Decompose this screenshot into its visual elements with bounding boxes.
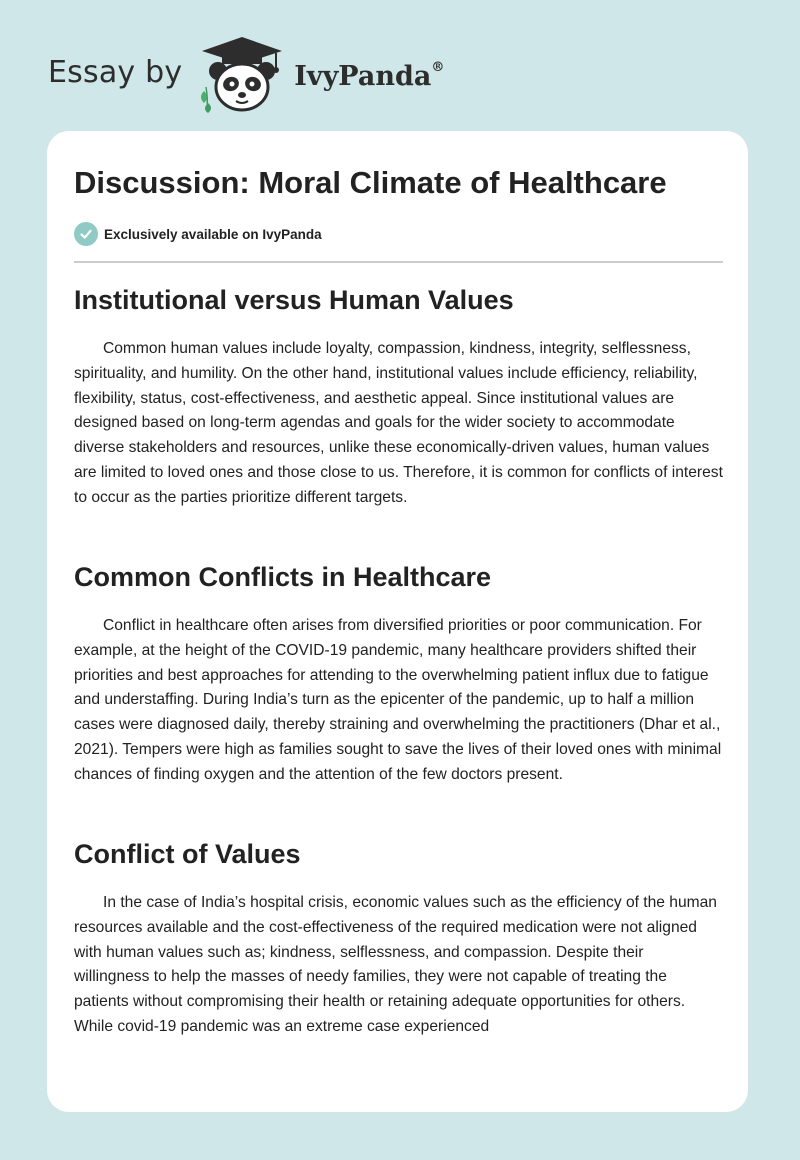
article-card (47, 131, 748, 1112)
exclusive-badge (74, 222, 322, 246)
site-header (48, 34, 444, 114)
trademark-symbol: ® (431, 59, 445, 75)
section-paragraph: In the case of India’s hospital crisis, economic values such as the efficiency of the human resources available and the cost-effectiveness of the required medication were not aligned with human values such as; kindness, selflessness, and compassion. Despite their willingness to help the masses of needy families, they were not capable of treating the patients without compromising their health or retaining adequate opportunities for others. While covid-19 pandemic was an extreme case experienced (74, 894, 717, 1035)
section-heading: Conflict of Values (74, 839, 301, 869)
section-conflict-of-values (74, 837, 723, 1040)
ivypanda-wordmark: IvyPanda® (294, 59, 445, 92)
title-divider (74, 261, 723, 263)
exclusive-badge-label: Exclusively available on IvyPanda (104, 226, 322, 242)
checkmark-icon (74, 222, 98, 246)
section-paragraph: Conflict in healthcare often arises from diversified priorities or poor communication. For example, at the height of the COVID-19 pandemic, many healthcare providers shifted their priorities and best approaches for attending to the overwhelming patient influx due to fatigue and understaffing. During India’s turn as the epicenter of the pandemic, up to half a million cases were diagnosed daily, thereby straining and overwhelming the practitioners (Dhar et al., 2021). Tempers were high as families sought to save the lives of their loved ones with minimal chances of finding oxygen and the attention of the few doctors present. (74, 617, 722, 783)
section-common-conflicts (74, 560, 723, 788)
section-paragraph: Common human values include loyalty, compassion, kindness, integrity, selflessness, spirituality, and humility. On the other hand, institutional values include efficiency, reliability, flexibility, status, cost-effectiveness, and aesthetic appeal. Since institutional values are designed based on long-term agendas and goals for the wider society to accommodate diverse stakeholders and resources, unlike these economically-driven values, human values are limited to loved ones and those close to us. Therefore, it is common for conflicts of interest to occur as the parties prioritize different targets. (74, 340, 723, 506)
ivypanda-logo[interactable] (196, 35, 444, 113)
essay-by-label: Essay by (48, 54, 183, 90)
page-title: Discussion: Moral Climate of Healthcare (74, 165, 667, 200)
section-heading: Institutional versus Human Values (74, 285, 514, 315)
section-heading: Common Conflicts in Healthcare (74, 562, 492, 592)
section-institutional-vs-human-values (74, 283, 723, 511)
panda-mascot-icon (196, 35, 288, 113)
